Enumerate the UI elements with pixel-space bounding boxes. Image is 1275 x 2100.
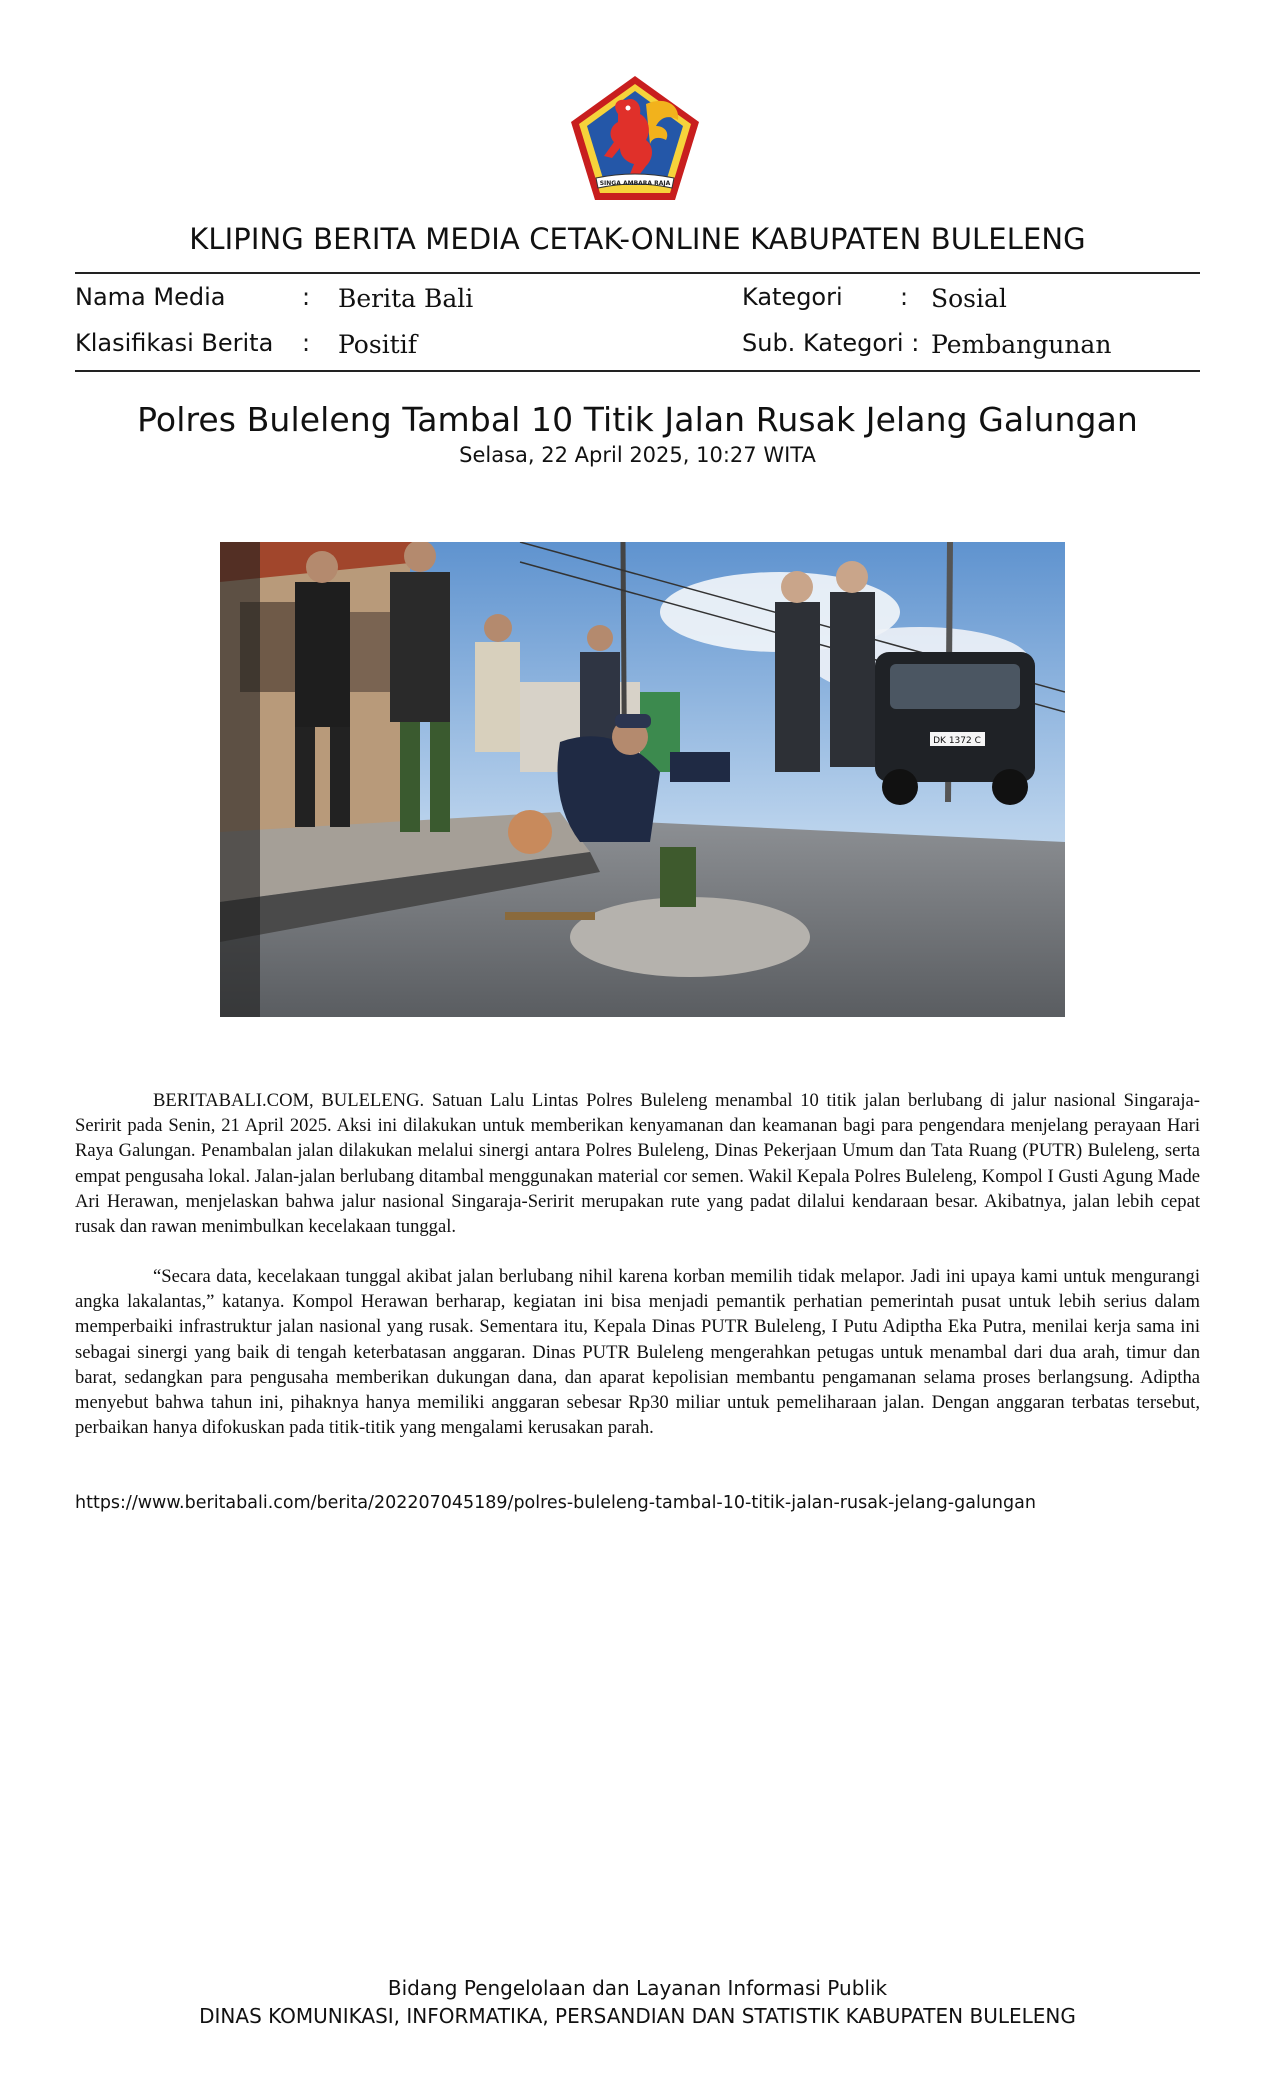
subkategori-label: Sub. Kategori : [742, 329, 920, 357]
article-paragraph-1: BERITABALI.COM, BULELENG. Satuan Lalu Lintas Polres Buleleng menambal 10 titik jalan berlubang di jalur nasional Singaraja-Seririt pada Senin, 21 April 2025. Aksi ini dilakukan untuk memberikan kenyamanan dan keamanan bagi para pengendara menjelang perayaan Hari Raya Galungan. Penambalan jalan dilakukan melalui sinergi antara Polres Buleleng, Dinas Pekerjaan Umum dan Tata Ruang (PUTR) Buleleng, serta empat pengusaha lokal. Jalan-jalan berlubang ditambal menggunakan material cor semen. Wakil Kepala Polres Buleleng, Kompol I Gusti Agung Made Ari Herawan, menjelaskan bahwa jalur nasional Singaraja-Seririt merupakan rute yang padat dilalui kendaraan besar. Akibatnya, jalan lebih cepat rusak dan rawan menimbulkan kecelakaan tunggal. [75, 1090, 1200, 1238]
subkategori-value: Pembangunan [931, 330, 1112, 359]
footer-division: Bidang Pengelolaan dan Layanan Informasi Publik [387, 1976, 888, 2000]
document-title: KLIPING BERITA MEDIA CETAK-ONLINE KABUPATEN BULELENG [189, 222, 1086, 256]
klasifikasi-colon: : [302, 329, 311, 357]
kategori-label: Kategori [742, 283, 843, 311]
footer-agency: DINAS KOMUNIKASI, INFORMATIKA, PERSANDIAN DAN STATISTIK KABUPATEN BULELENG [199, 2004, 1076, 2028]
lion-emblem-icon [568, 74, 702, 202]
car-plate: DK 1372 C [933, 736, 981, 746]
article-photo [220, 542, 1065, 1017]
media-colon: : [302, 283, 311, 311]
kategori-colon: : [900, 283, 909, 311]
buleleng-regency-logo [568, 74, 702, 202]
article-paragraph-2: “Secara data, kecelakaan tunggal akibat jalan berlubang nihil karena korban memilih tidak melapor. Jadi ini upaya kami untuk mengurangi angka lakalantas,” katanya. Kompol Herawan berharap, kegiatan ini bisa menjadi pemantik perhatian pemerintah pusat untuk lebih serius dalam memperbaiki infrastruktur jalan nasional yang rusak. Sementara itu, Kepala Dinas PUTR Buleleng, I Putu Adiptha Eka Putra, menilai kerja sama ini sebagai sinergi yang baik di tengah keterbatasan anggaran. Dinas PUTR Buleleng mengerahkan petugas untuk menambal dari dua arah, timur dan barat, sedangkan para pengusaha memberikan dukungan dana, dan aparat kepolisian membantu pengamanan selama proses berlangsung. Adiptha menyebut bahwa tahun ini, pihaknya hanya memiliki anggaran sebesar Rp30 miliar untuk pemeliharaan jalan. Dengan anggaran terbatas tersebut, perbaikan hanya difokuskan pada titik-titik yang mengalami kerusakan parah. [75, 1266, 1200, 1439]
media-value: Berita Bali [338, 284, 474, 313]
source-url-link[interactable]: https://www.beritabali.com/berita/202207045189/polres-buleleng-tambal-10-titik-jalan-rusak-jelang-galungan [75, 1493, 1036, 1513]
logo-motto: SINGA AMBARA RAJA [599, 180, 671, 187]
media-label: Nama Media [75, 283, 226, 311]
header-top-rule [75, 272, 1200, 274]
klasifikasi-value: Positif [338, 330, 417, 359]
article-title: Polres Buleleng Tambal 10 Titik Jalan Rusak Jelang Galungan [137, 400, 1138, 439]
klasifikasi-label: Klasifikasi Berita [75, 329, 274, 357]
kategori-value: Sosial [931, 284, 1007, 313]
header-bottom-rule [75, 370, 1200, 372]
article-date: Selasa, 22 April 2025, 10:27 WITA [459, 443, 816, 467]
